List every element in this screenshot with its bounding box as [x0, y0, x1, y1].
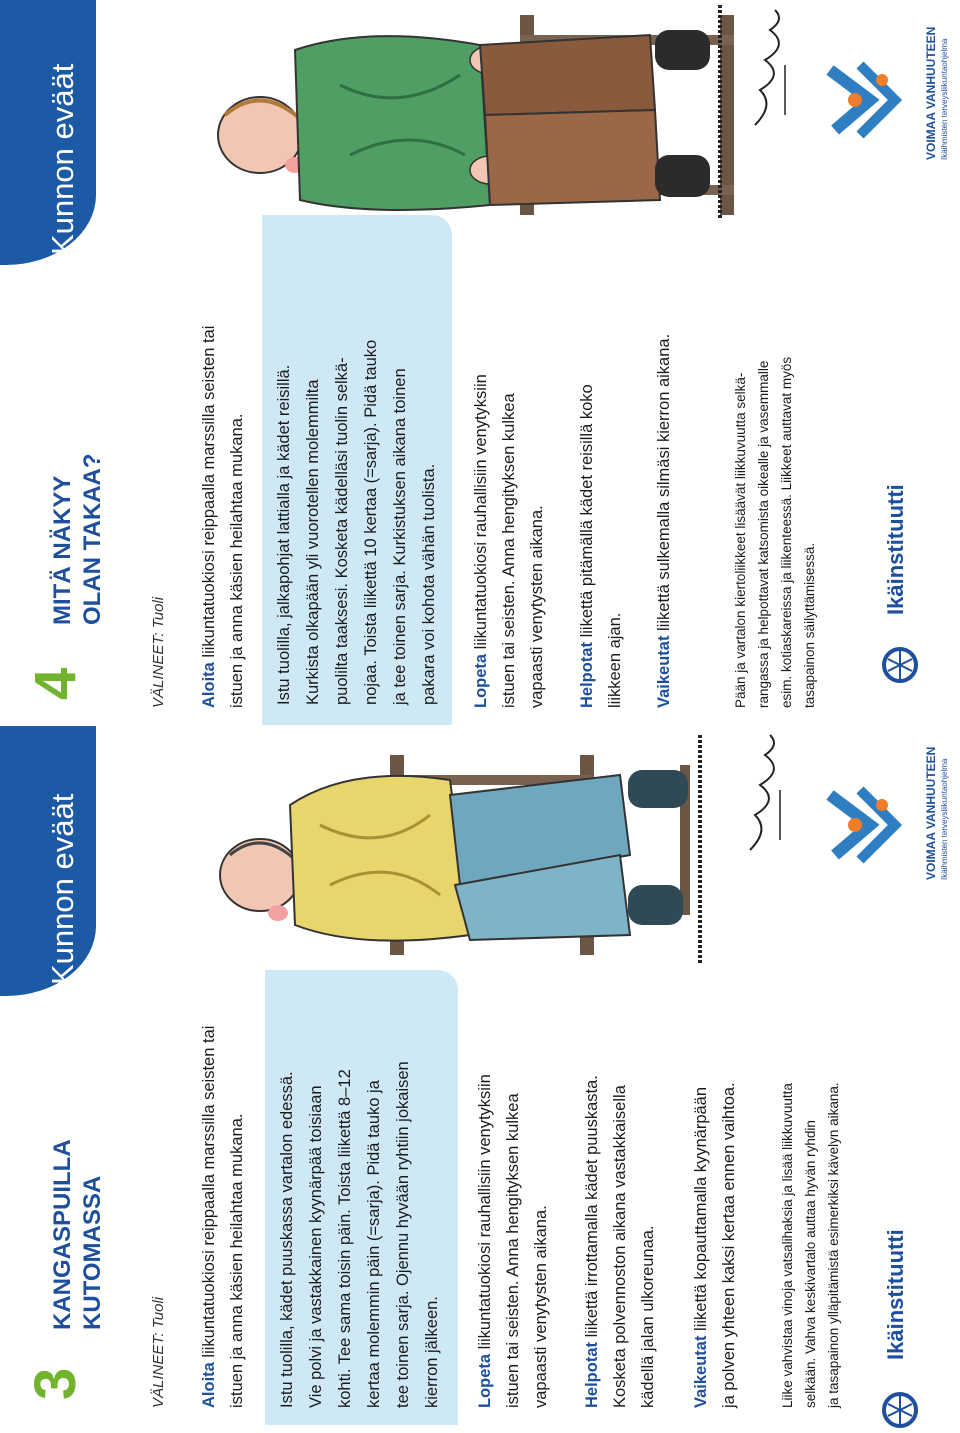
card4-lopeta-label: Lopeta — [472, 653, 490, 708]
card4-voimaa-vanhuuteen-tagline: Ikäihmisten terveysliikuntaohjelma — [940, 38, 949, 160]
card4-lopeta-line-2: istuen tai seisten. Anna hengityksen kulkea — [500, 393, 518, 708]
card3-vaikeutat-label: Vaikeutat — [692, 1335, 710, 1408]
card3-aloita-line-2: istuen ja anna käsien heilahtaa mukana. — [228, 1113, 246, 1408]
card4-signature — [745, 5, 805, 135]
card3-vaikeutat-line-1: Vaikeutat liikettä kopauttamalla kyynärpään — [692, 1086, 710, 1408]
card3-number: 3 — [23, 1367, 88, 1400]
card3-lopeta-line-3: vapaasti venytysten aikana. — [532, 1205, 550, 1408]
card3-box-line-5: tee toinen sarja. Ojennu hyvään ryhtiin jokaisen — [394, 1061, 412, 1408]
card3-note-line-2: selkään. Vahva keskivartalo auttaa hyvän ryhdin — [803, 1120, 818, 1408]
card4-ikainstituutti-logo-icon — [880, 645, 920, 685]
card3-illustration — [200, 735, 760, 965]
card3-note-line-3: ja tasapainon ylläpitämistä esimerkiksi kävelyn aikana. — [826, 1082, 841, 1408]
card4-box-line-1: Istu tuolilla, jalkapohjat lattialla ja kädet reisillä. — [275, 364, 293, 705]
card3-voimaa-vanhuuteen-logo-icon — [820, 775, 920, 875]
card4-vaikeutat-line-1: Vaikeutat liikettä sulkemalla silmäsi kierron aikana. — [655, 333, 673, 708]
card4-title-line-1: MITÄ NÄKYY — [49, 475, 76, 625]
card4-title-line-2: OLAN TAKAA? — [79, 453, 106, 625]
card4-illustration — [200, 5, 760, 220]
card4-note-line-2: rangassa ja helpottavat katsomista oikealle ja vasemmalle — [756, 360, 771, 708]
card4-lopeta-line-3: vapaasti venytysten aikana. — [528, 505, 546, 708]
card4-aloita-label: Aloita — [200, 662, 218, 708]
card4-aloita-line-2: istuen ja anna käsien heilahtaa mukana. — [228, 413, 246, 708]
card4-box-line-6: pakara voi kohota vähän tuolista. — [420, 463, 438, 705]
card3-box-line-6: kierron jälkeen. — [423, 1296, 441, 1408]
card3-box-line-3: kohti. Tee sama toisin päin. Toista liikettä 8–12 — [336, 1069, 354, 1408]
card3-helpotat-line-3: kädellä jalan ulkoreunaa. — [639, 1225, 657, 1408]
card4-vaikeutat-label: Vaikeutat — [655, 635, 673, 708]
card3-lopeta-line-2: istuen tai seisten. Anna hengityksen kulkea — [504, 1093, 522, 1408]
card4-voimaa-vanhuuteen-logo-icon — [820, 50, 920, 150]
card4-helpotat-label: Helpotat — [578, 642, 596, 708]
card4-box-line-5: ja tee toinen sarja. Kurkistuksen aikana toinen — [391, 368, 409, 705]
card4-note-line-4: tasapainon säilyttämisessä. — [802, 542, 817, 708]
card3-aloita-line-1: Aloita liikuntatuokiosi reippaalla marssilla seisten tai — [200, 1025, 218, 1408]
card3-voimaa-vanhuuteen-name: VOIMAA VANHUUTEEN — [924, 746, 938, 880]
card4-note-line-1: Pään ja vartalon kiertoliikkeet lisäävät liikkuvuutta selkä- — [733, 372, 748, 708]
card3-helpotat-line-1: Helpotat liikettä irrottamalla kädet puuskasta. — [583, 1075, 601, 1408]
card3-lopeta-line-1: Lopeta liikuntatuokiosi rauhallisiin venytyksiin — [476, 1074, 494, 1408]
card4-number: 4 — [23, 667, 88, 700]
card4-ikainstituutti-logo: Ikäinstituutti — [883, 484, 908, 615]
card4-aloita-line-1: Aloita liikuntatuokiosi reippaalla marssilla seisten tai — [200, 325, 218, 708]
card4-helpotat-line-1: Helpotat liikettä pitämällä kädet reisillä koko — [578, 384, 596, 708]
card4-box-line-4: nojaa. Toista liikettä 10 kertaa (=sarja). Pidä tauko — [362, 339, 380, 705]
card4-box-line-3: puolilta taaksesi. Kosketa kädelläsi tuolin selkä- — [333, 357, 351, 705]
card3-note-line-1: Liike vahvistaa vinoja vatsalihaksia ja lisää liikkuvuutta — [780, 1083, 795, 1408]
card3-box-line-4: kertaa molemmin päin (=sarja). Pidä tauko ja — [365, 1080, 383, 1408]
card4-note-line-3: esim. kotiaskareissa ja liikenteessä. Liikkeet auttavat myös — [779, 356, 794, 708]
card4-lopeta-line-1: Lopeta liikuntatuokiosi rauhallisiin venytyksiin — [472, 374, 490, 708]
card3-equipment: VÄLINEET: Tuoli — [150, 1296, 167, 1408]
card4-voimaa-vanhuuteen-name: VOIMAA VANHUUTEEN — [924, 26, 938, 160]
card3-helpotat-label: Helpotat — [583, 1342, 601, 1408]
card3-title-line-2: KUTOMASSA — [79, 1175, 106, 1330]
card3-ikainstituutti-logo-icon — [880, 1390, 920, 1430]
card4-box-line-2: Kurkista olkapään yli vuorotellen molemmilta — [304, 379, 322, 705]
card3-banner-text: Kunnon eväät — [45, 793, 80, 985]
card3-helpotat-line-2: Kosketa polvennoston aikana vastakkaisella — [611, 1085, 629, 1408]
card4-banner-text: Kunnon eväät — [45, 63, 80, 255]
card3-aloita-label: Aloita — [200, 1362, 218, 1408]
card3-box-line-2: Vie polvi ja vastakkainen kyynärpää toisiaan — [307, 1085, 325, 1408]
card3-ikainstituutti-logo: Ikäinstituutti — [883, 1229, 908, 1360]
card3-box-line-1: Istu tuolilla, kädet puuskassa vartalon edessä. — [278, 1071, 296, 1408]
card4-equipment: VÄLINEET: Tuoli — [150, 596, 167, 708]
card3-title-line-1: KANGASPUILLA — [49, 1139, 76, 1330]
card3-signature — [740, 730, 800, 860]
card3-lopeta-label: Lopeta — [476, 1353, 494, 1408]
card3-vaikeutat-line-2: ja polven yhteen kaksi kertaa ennen vaihtoa. — [720, 1082, 738, 1408]
card4-helpotat-line-2: liikkeen ajan. — [606, 612, 624, 708]
card3-voimaa-vanhuuteen-tagline: Ikäihmisten terveysliikuntaohjelma — [940, 758, 949, 880]
